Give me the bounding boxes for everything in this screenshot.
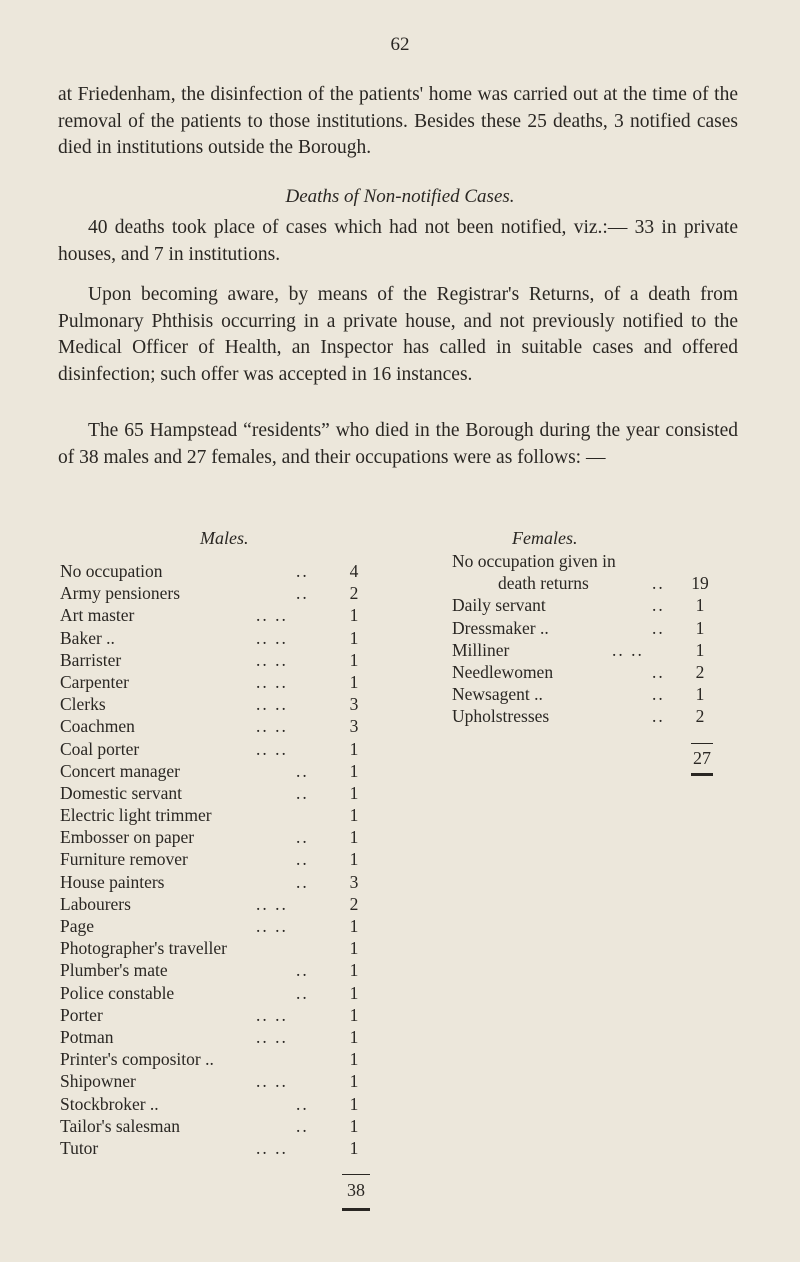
females-count: 1 [695, 617, 705, 638]
females-heading: Females. [512, 528, 578, 548]
males-row [60, 959, 380, 981]
males-occupation-label: Printer's compositor .. [60, 1049, 214, 1070]
males-occupation-label: Carpenter [60, 671, 129, 692]
males-row [60, 915, 380, 937]
males-row [60, 893, 380, 915]
males-count: 1 [349, 738, 359, 759]
males-count: 3 [349, 871, 359, 892]
males-count: 1 [349, 782, 359, 803]
males-row [60, 1026, 380, 1048]
males-row [60, 649, 380, 671]
males-row [60, 1004, 380, 1026]
females-row [452, 550, 732, 572]
males-occupation-label: Baker .. [60, 627, 115, 648]
females-count: 2 [695, 706, 705, 727]
males-row [60, 982, 380, 1004]
males-count: 1 [349, 849, 359, 870]
males-leader-dots: .. .. [256, 738, 288, 759]
females-row [452, 639, 732, 661]
males-count: 1 [349, 760, 359, 781]
males-leader-dots: .. [296, 871, 309, 892]
males-count: 1 [349, 605, 359, 626]
paragraph-1: at Friedenham, the disinfection of the patients' home was carried out at the time of the removal of the patients to those institutions. Besides these 25 deaths, 3 notified cases died in institutions outside the Borough. [58, 84, 738, 158]
males-occupation-label: Tutor [60, 1137, 99, 1158]
males-row [60, 693, 380, 715]
males-count: 1 [349, 1004, 359, 1025]
males-count: 1 [349, 671, 359, 692]
males-leader-dots: .. [296, 1115, 309, 1136]
females-occupation-label: Milliner [452, 639, 510, 660]
males-count: 2 [349, 893, 359, 914]
males-occupation-label: Stockbroker .. [60, 1093, 159, 1114]
males-occupation-label: Porter [60, 1004, 103, 1025]
males-occupation-label: Page [60, 916, 95, 936]
males-list [60, 560, 380, 1159]
females-occupation-label: Daily servant [452, 595, 546, 616]
females-occupation-label: Needlewomen [452, 661, 554, 682]
males-occupation-label: Clerks [60, 694, 106, 715]
females-leader-dots: .. [652, 684, 665, 705]
males-total: 38 [347, 1180, 365, 1200]
paragraph-3: Upon becoming aware, by means of the Registrar's Returns, of a death from Pulmonary Phthisis occurring in a private house, and not previously notified to the Medical Officer of Health, an Inspector has called in suitable cases and offered disinfection; such offer was accepted in 16 instances. [58, 284, 738, 385]
males-count: 1 [349, 1137, 359, 1158]
males-count: 1 [349, 1049, 359, 1070]
males-row [60, 871, 380, 893]
males-occupation-label: Labourers [60, 893, 131, 914]
females-occupation-label: Newsagent .. [452, 684, 543, 705]
males-leader-dots: .. .. [256, 716, 288, 737]
males-leader-dots: .. [296, 960, 309, 981]
females-count: 1 [695, 639, 705, 660]
males-occupation-label: Barrister [60, 649, 122, 670]
males-row [60, 760, 380, 782]
males-row [60, 715, 380, 737]
males-occupation-label: Coachmen [60, 716, 135, 737]
females-leader-dots: .. [652, 617, 665, 638]
males-count: 1 [349, 1115, 359, 1136]
males-row [60, 1070, 380, 1092]
males-leader-dots: .. [296, 583, 309, 604]
males-occupation-label: Police constable [60, 982, 175, 1003]
males-count: 3 [349, 716, 359, 737]
males-occupation-label: Furniture remover [60, 849, 188, 870]
males-row [60, 627, 380, 649]
males-row [60, 782, 380, 804]
females-row [452, 617, 732, 639]
section-heading: Deaths of Non-notified Cases. [285, 186, 515, 207]
males-row [60, 1093, 380, 1115]
males-count: 1 [349, 916, 359, 936]
males-count: 1 [349, 1071, 359, 1092]
females-row [452, 572, 732, 594]
males-row [60, 560, 380, 582]
males-occupation-label: Art master [60, 605, 135, 626]
males-occupation-label: Coal porter [60, 738, 140, 759]
females-occupation-label: death returns [498, 573, 589, 594]
males-leader-dots: .. [296, 782, 309, 803]
males-leader-dots: .. .. [256, 916, 288, 936]
males-count: 4 [349, 561, 359, 581]
females-row [452, 683, 732, 705]
males-leader-dots: .. [296, 1093, 309, 1114]
females-total: 27 [693, 748, 711, 768]
males-total-double-rule [342, 1208, 370, 1211]
females-row [452, 705, 732, 727]
males-row [60, 1115, 380, 1137]
males-occupation-label: Tailor's salesman [60, 1115, 181, 1136]
males-leader-dots: .. [296, 760, 309, 781]
females-count: 1 [695, 595, 705, 616]
males-row [60, 804, 380, 826]
males-occupation-label: Embosser on paper [60, 827, 195, 848]
males-count: 1 [349, 982, 359, 1003]
males-occupation-label: Concert manager [60, 760, 181, 781]
males-occupation-label: Domestic servant [60, 782, 182, 803]
males-row [60, 1137, 380, 1159]
females-occupation-label: Dressmaker .. [452, 617, 549, 638]
males-count: 2 [349, 583, 359, 604]
males-row [60, 582, 380, 604]
males-row [60, 826, 380, 848]
males-leader-dots: .. [296, 827, 309, 848]
males-leader-dots: .. [296, 561, 309, 581]
females-list [452, 550, 732, 728]
males-occupation-label: House painters [60, 871, 165, 892]
females-leader-dots: .. [652, 595, 665, 616]
females-leader-dots: .. .. [612, 639, 644, 660]
females-occupation-label: No occupation given in [452, 551, 616, 571]
males-count: 1 [349, 1026, 359, 1047]
males-leader-dots: .. [296, 849, 309, 870]
males-leader-dots: .. .. [256, 1137, 288, 1158]
males-occupation-label: Plumber's mate [60, 960, 168, 981]
males-leader-dots: .. .. [256, 893, 288, 914]
females-count: 1 [695, 684, 705, 705]
males-count: 1 [349, 649, 359, 670]
females-total-rule [691, 743, 713, 744]
males-row [60, 604, 380, 626]
males-count: 1 [349, 627, 359, 648]
page-number: 62 [390, 34, 410, 55]
males-occupation-label: No occupation [60, 561, 163, 581]
males-leader-dots: .. [296, 982, 309, 1003]
males-count: 1 [349, 805, 359, 826]
males-leader-dots: .. .. [256, 605, 288, 626]
females-leader-dots: .. [652, 706, 665, 727]
males-occupation-label: Potman [60, 1026, 114, 1047]
females-row [452, 661, 732, 683]
males-leader-dots: .. .. [256, 1026, 288, 1047]
paragraph-4: The 65 Hampstead “residents” who died in the Borough during the year consisted of 38 males and 27 females, and their occupations were as follows: — [58, 420, 738, 468]
males-leader-dots: .. .. [256, 1071, 288, 1092]
females-count: 19 [691, 573, 709, 594]
males-leader-dots: .. .. [256, 1004, 288, 1025]
paragraph-2: 40 deaths took place of cases which had not been notified, viz.:— 33 in private houses, and 7 in institutions. [58, 217, 738, 265]
males-count: 1 [349, 938, 359, 959]
females-row [452, 594, 732, 616]
males-leader-dots: .. .. [256, 649, 288, 670]
females-count: 2 [695, 661, 705, 682]
males-total-rule [342, 1174, 370, 1175]
males-row [60, 738, 380, 760]
males-count: 1 [349, 960, 359, 981]
males-occupation-label: Army pensioners [60, 583, 181, 604]
males-leader-dots: .. .. [256, 671, 288, 692]
males-count: 3 [349, 694, 359, 715]
females-total-double-rule [691, 773, 713, 776]
males-row [60, 937, 380, 959]
males-occupation-label: Photographer's traveller [60, 938, 227, 959]
males-row [60, 671, 380, 693]
males-count: 1 [349, 1093, 359, 1114]
males-row [60, 1048, 380, 1070]
females-leader-dots: .. [652, 661, 665, 682]
females-occupation-label: Upholstresses [452, 706, 550, 727]
females-leader-dots: .. [652, 573, 665, 594]
males-occupation-label: Electric light trimmer [60, 805, 212, 826]
males-heading: Males. [200, 528, 249, 548]
males-leader-dots: .. .. [256, 694, 288, 715]
males-count: 1 [349, 827, 359, 848]
males-occupation-label: Shipowner [60, 1071, 136, 1092]
males-row [60, 848, 380, 870]
males-leader-dots: .. .. [256, 627, 288, 648]
